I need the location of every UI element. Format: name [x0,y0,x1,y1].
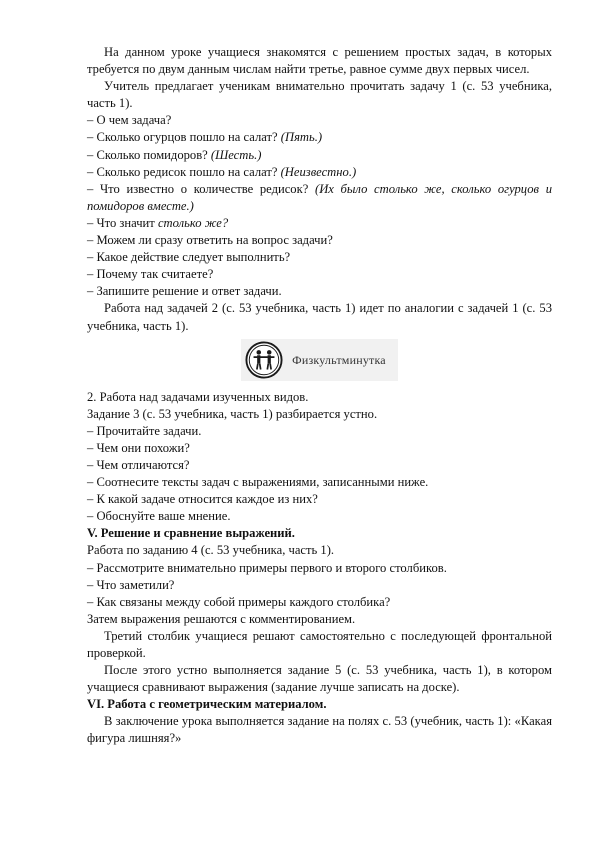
question-line: – Что известно о количестве редисок? (Их было столько же, сколько огурцов и помидоров вместе.) [87,181,552,213]
question-line: – Сколько помидоров? (Шесть.) [87,147,262,162]
question-line: – Какое действие следует выполнить? [87,250,291,265]
question-line: – К какой задаче относится каждое из них? [87,492,318,507]
question-line: – О чем задача? [87,113,172,128]
paragraph-conclusion: В заключение урока выполняется задание на полях с. 53 (учебник, часть 1): «Какая фигура лишняя?» [87,714,552,746]
question-line: – Рассмотрите внимательно примеры первого и второго столбиков. [87,560,447,575]
question-line: – Почему так считаете? [87,267,214,282]
question-line: – Что заметили? [87,577,175,592]
question-line: – Сколько огурцов пошло на салат? (Пять.) [87,130,323,145]
lesson-text [87,44,552,748]
question-line: – Что значит столько же? [87,215,229,230]
question-line: – Как связаны между собой примеры каждого столбика? [87,594,391,609]
paragraph-task-1: Учитель предлагает ученикам внимательно прочитать задачу 1 (с. 53 учебника, часть 1). [87,79,552,111]
question-line: – Запишите решение и ответ задачи. [87,284,282,299]
paragraph-task-3: Задание 3 (с. 53 учебника, часть 1) разбирается устно. [87,406,378,421]
fizminutka-label: Физкультминутка [292,352,386,367]
question-line: – Чем отличаются? [87,457,190,472]
paragraph-task-5: После этого устно выполняется задание 5 (с. 53 учебника, часть 1), в котором учащиеся сравнивают выражения (задание лучше записать на доске). [87,663,552,695]
paragraph-task-4: Работа по заданию 4 (с. 53 учебника, часть 1). [87,543,335,558]
fizminutka-banner [87,338,552,383]
section-heading: V. Решение и сравнение выражений. [87,526,295,541]
paragraph-intro: На данном уроке учащиеся знакомятся с решением простых задач, в которых требуется по двум данным числам найти третье, равное сумме двух первых чисел. [87,45,552,77]
paragraph-third-column: Третий столбик учащиеся решают самостоятельно с последующей фронтальной проверкой. [87,628,552,660]
section-heading: VI. Работа с геометрическим материалом. [87,697,327,712]
section-heading: 2. Работа над задачами изученных видов. [87,389,309,404]
question-line: – Сколько редисок пошло на салат? (Неизвестно.) [87,164,357,179]
question-line: – Прочитайте задачи. [87,423,202,438]
question-line: – Чем они похожи? [87,440,190,455]
paragraph-task-2: Работа над задачей 2 (с. 53 учебника, часть 1) идет по аналогии с задачей 1 (с. 53 учебника, часть 1). [87,301,552,333]
two-people-icon [245,341,283,379]
question-line: – Можем ли сразу ответить на вопрос задачи? [87,233,333,248]
fizminutka-box [241,339,398,381]
question-line: – Соотнесите тексты задач с выражениями, записанными ниже. [87,475,429,490]
paragraph-commenting: Затем выражения решаются с комментированием. [87,611,356,626]
question-line: – Обоснуйте ваше мнение. [87,509,231,524]
